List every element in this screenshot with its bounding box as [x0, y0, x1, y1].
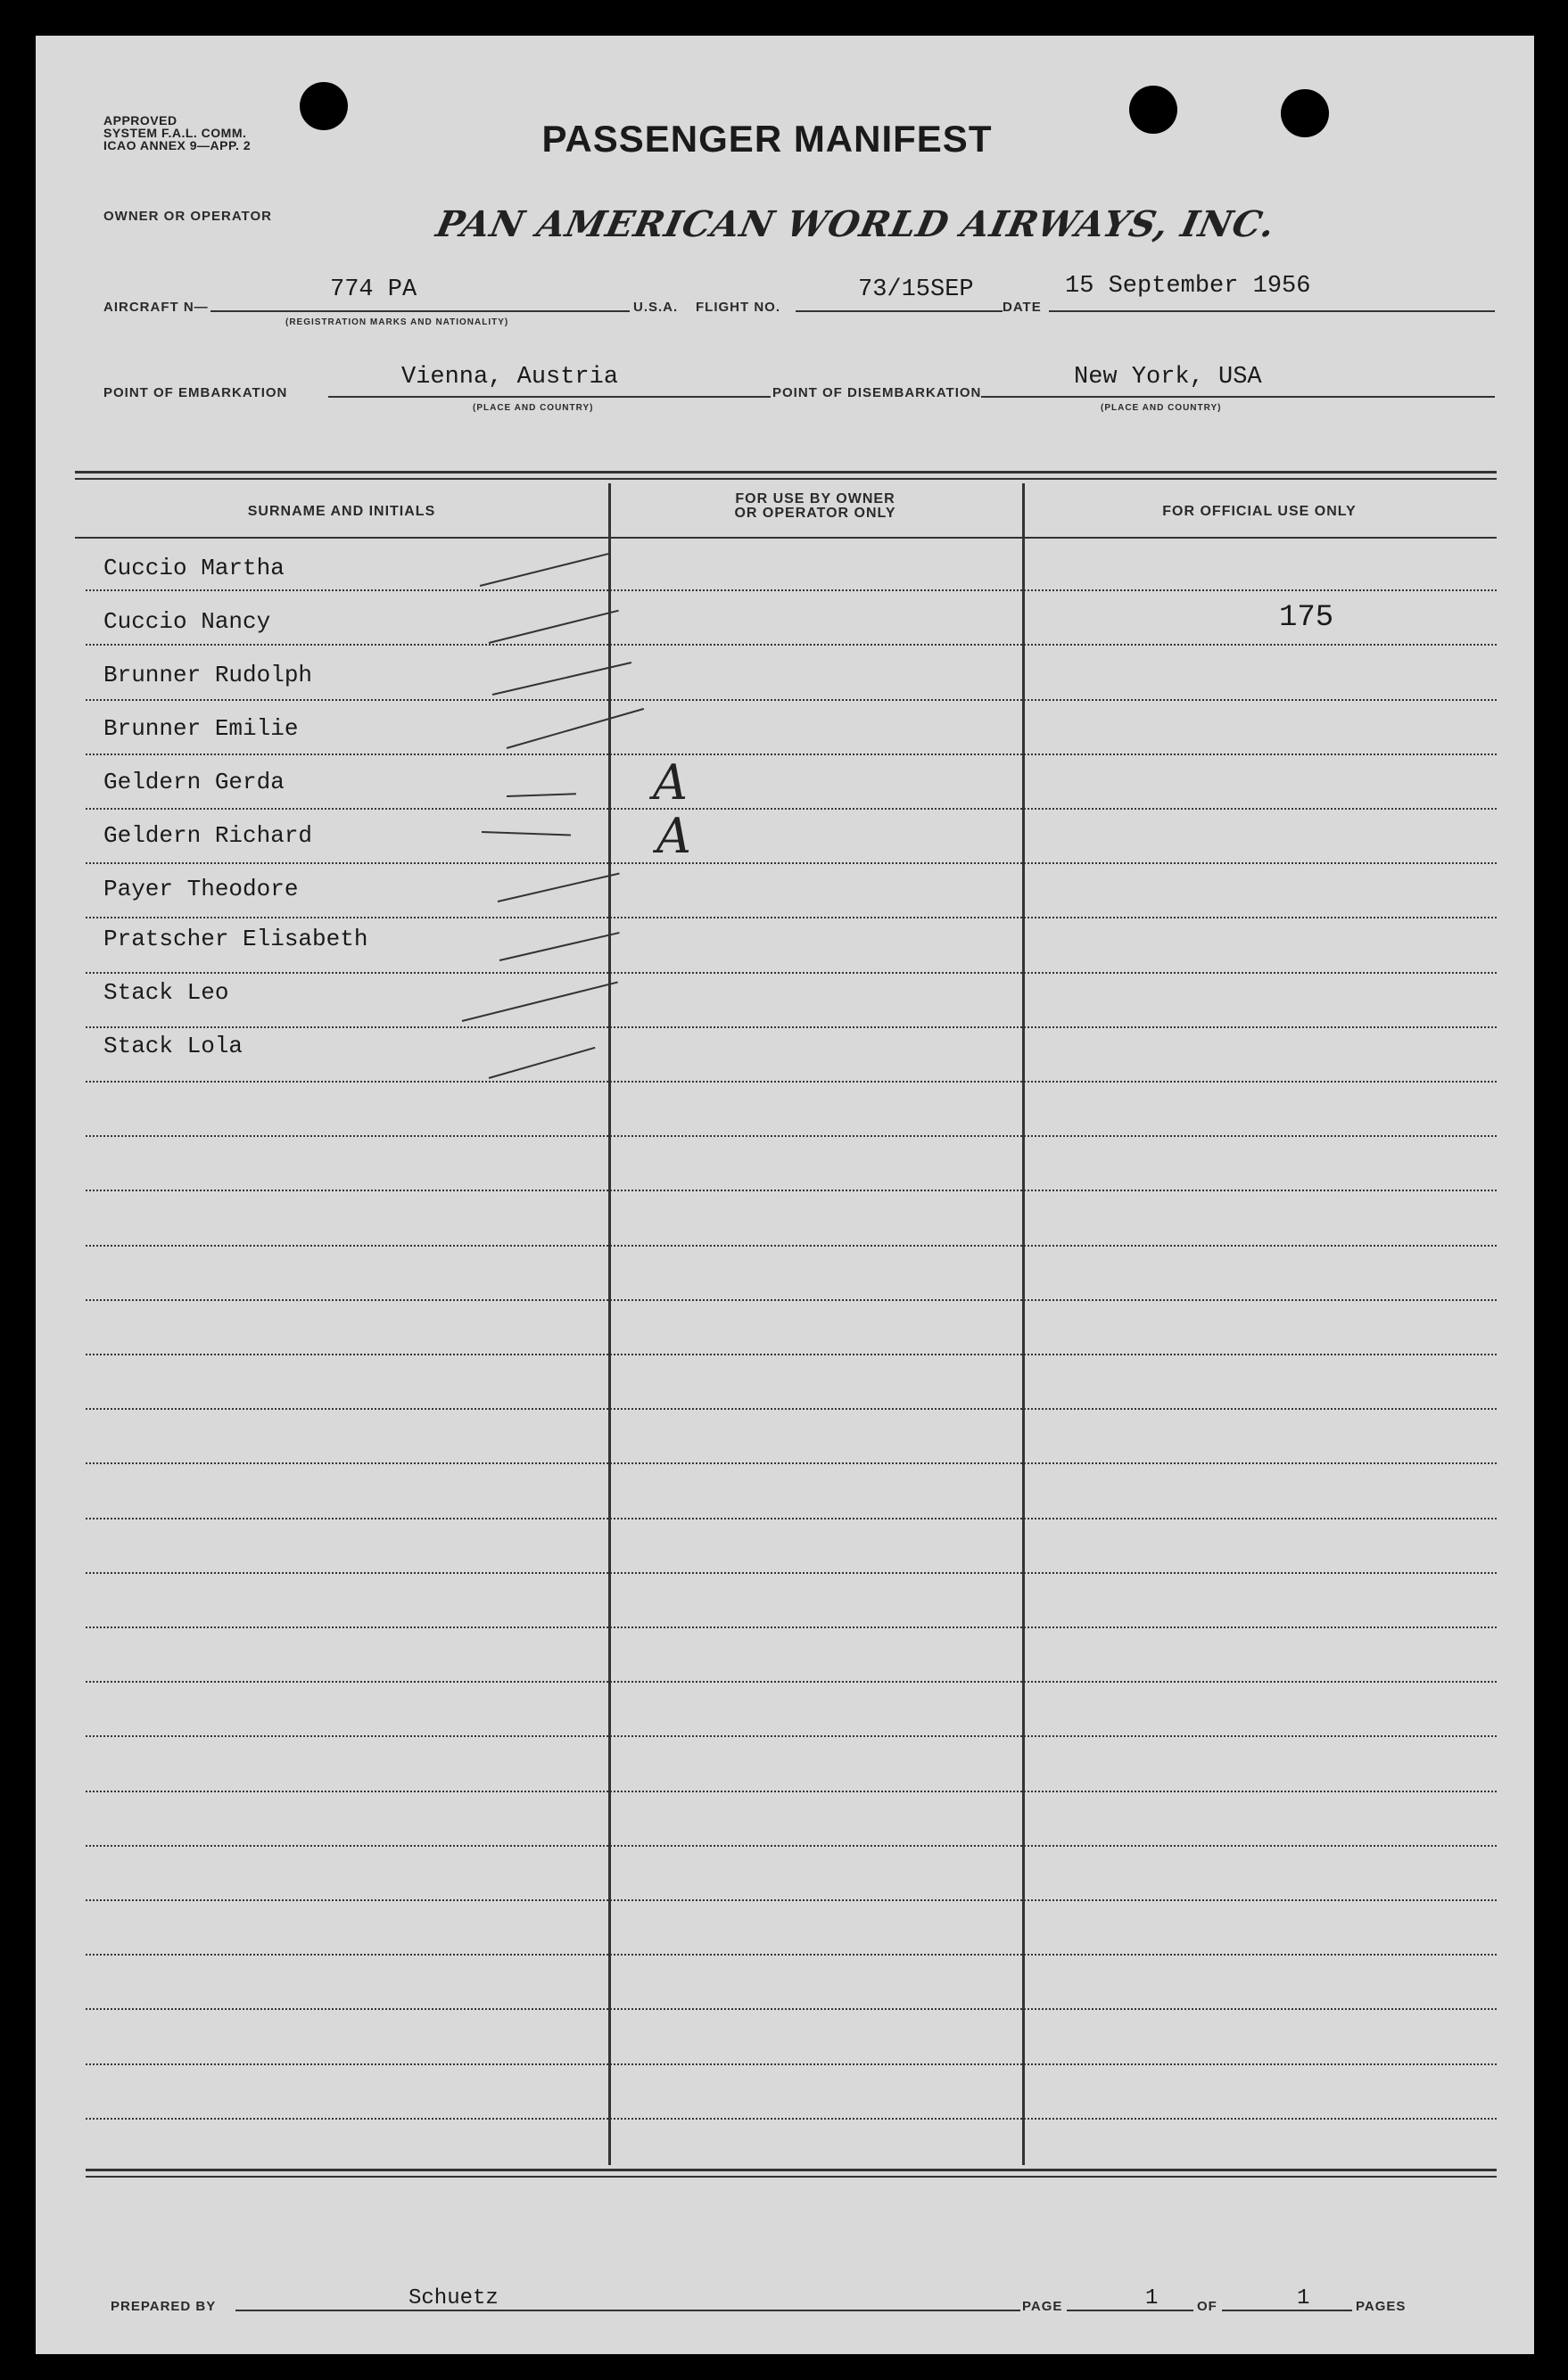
col-owner-use-line: FOR USE BY OWNER	[735, 491, 895, 506]
column-divider	[608, 483, 611, 2165]
row-rule	[86, 1735, 1497, 1737]
check-mark	[507, 708, 644, 749]
table-bottom-rule	[86, 2176, 1497, 2178]
owner-label: OWNER OR OPERATOR	[103, 209, 272, 224]
embarkation-value: Vienna, Austria	[401, 364, 619, 391]
row-rule	[86, 1026, 1497, 1028]
row-rule	[86, 1791, 1497, 1792]
punch-hole	[1129, 86, 1177, 134]
row-rule	[86, 699, 1497, 701]
prepared-underline	[235, 2310, 1020, 2311]
row-rule	[86, 1081, 1497, 1083]
disembarkation-label: POINT OF DISEMBARKATION	[772, 385, 982, 400]
manifest-sheet	[36, 36, 1534, 2354]
row-rule	[86, 2063, 1497, 2065]
approval-line: SYSTEM F.A.L. COMM.	[103, 126, 247, 140]
dash-mark	[507, 793, 576, 797]
date-underline	[1049, 310, 1495, 312]
column-divider	[1022, 483, 1025, 2165]
row-rule	[86, 644, 1497, 646]
prepared-value: Schuetz	[409, 2286, 499, 2310]
page-underline	[1067, 2310, 1193, 2311]
handwritten-a-mark: A	[656, 808, 691, 864]
list-item: Pratscher Elisabeth	[103, 926, 368, 952]
list-item: Brunner Rudolph	[103, 662, 313, 688]
row-rule	[86, 808, 1497, 810]
list-item: Payer Theodore	[103, 876, 299, 902]
of-value: 1	[1297, 2286, 1310, 2310]
table-top-rule	[75, 478, 1497, 480]
page-value: 1	[1145, 2286, 1159, 2310]
row-rule	[86, 972, 1497, 974]
row-rule	[86, 1135, 1497, 1137]
row-rule	[86, 1845, 1497, 1847]
col-official: FOR OFFICIAL USE ONLY	[1162, 504, 1357, 519]
row-rule	[86, 1518, 1497, 1519]
owner-value: PAN AMERICAN WORLD AIRWAYS, INC.	[433, 203, 1280, 245]
aircraft-underline	[210, 310, 630, 312]
punch-hole	[1281, 89, 1329, 137]
page-label: PAGE	[1022, 2299, 1063, 2314]
list-item: Geldern Gerda	[103, 769, 285, 795]
of-label: OF	[1197, 2299, 1217, 2314]
col-owner-use-line: OR OPERATOR ONLY	[734, 506, 896, 521]
row-rule	[86, 589, 1497, 591]
row-rule	[86, 1245, 1497, 1247]
row-rule	[86, 917, 1497, 918]
row-rule	[86, 1572, 1497, 1574]
approval-line: ICAO ANNEX 9—APP. 2	[103, 138, 252, 152]
row-rule	[86, 2118, 1497, 2120]
row-rule	[86, 754, 1497, 755]
aircraft-sublabel: (REGISTRATION MARKS AND NATIONALITY)	[285, 317, 509, 327]
list-item: Stack Leo	[103, 979, 229, 1006]
row-rule	[86, 1899, 1497, 1901]
row-rule	[86, 2008, 1497, 2010]
embarkation-underline	[328, 396, 771, 398]
row-rule	[86, 1626, 1497, 1628]
date-value: 15 September 1956	[1065, 273, 1311, 300]
col-surname: SURNAME AND INITIALS	[247, 504, 436, 519]
disembarkation-sublabel: (PLACE AND COUNTRY)	[1101, 403, 1222, 413]
check-mark	[480, 553, 610, 587]
list-item: Cuccio Martha	[103, 555, 285, 581]
check-mark	[499, 932, 620, 961]
row-rule	[86, 1462, 1497, 1464]
row-rule	[86, 1954, 1497, 1956]
aircraft-label: AIRCRAFT N—	[103, 300, 209, 315]
disembarkation-underline	[981, 396, 1495, 398]
row-rule	[86, 1299, 1497, 1301]
date-label: DATE	[1003, 300, 1042, 315]
prepared-label: PREPARED BY	[111, 2299, 217, 2314]
table-top-rule	[75, 471, 1497, 474]
embarkation-label: POINT OF EMBARKATION	[103, 385, 288, 400]
embarkation-sublabel: (PLACE AND COUNTRY)	[473, 403, 594, 413]
punch-hole	[300, 82, 348, 130]
flight-value: 73/15SEP	[858, 276, 974, 303]
list-item: Cuccio Nancy	[103, 608, 271, 635]
of-underline	[1222, 2310, 1352, 2311]
approval-line: APPROVED	[103, 113, 177, 128]
aircraft-value: 774 PA	[330, 276, 417, 303]
flight-label: FLIGHT NO.	[696, 300, 780, 315]
check-mark	[462, 981, 618, 1021]
row-rule	[86, 862, 1497, 864]
check-mark	[489, 610, 619, 644]
flight-underline	[796, 310, 1003, 312]
handwritten-a-mark: A	[653, 754, 688, 811]
disembarkation-value: New York, USA	[1074, 364, 1262, 391]
list-item: Brunner Emilie	[103, 715, 299, 742]
dash-mark	[482, 831, 571, 836]
list-item: Stack Lola	[103, 1033, 243, 1059]
row-rule	[86, 1354, 1497, 1355]
usa-label: U.S.A.	[633, 300, 679, 315]
official-note: 175	[1279, 601, 1334, 635]
page-title: PASSENGER MANIFEST	[541, 118, 993, 160]
table-bottom-rule	[86, 2169, 1497, 2171]
check-mark	[498, 873, 620, 902]
row-rule	[86, 1190, 1497, 1191]
pages-label: PAGES	[1356, 2299, 1407, 2314]
col-owner-use	[608, 492, 1022, 521]
list-item: Geldern Richard	[103, 822, 313, 849]
check-mark	[489, 1047, 596, 1079]
row-rule	[86, 1408, 1497, 1410]
row-rule	[86, 1681, 1497, 1683]
header-rule	[75, 537, 1497, 539]
approval-note	[103, 114, 251, 152]
